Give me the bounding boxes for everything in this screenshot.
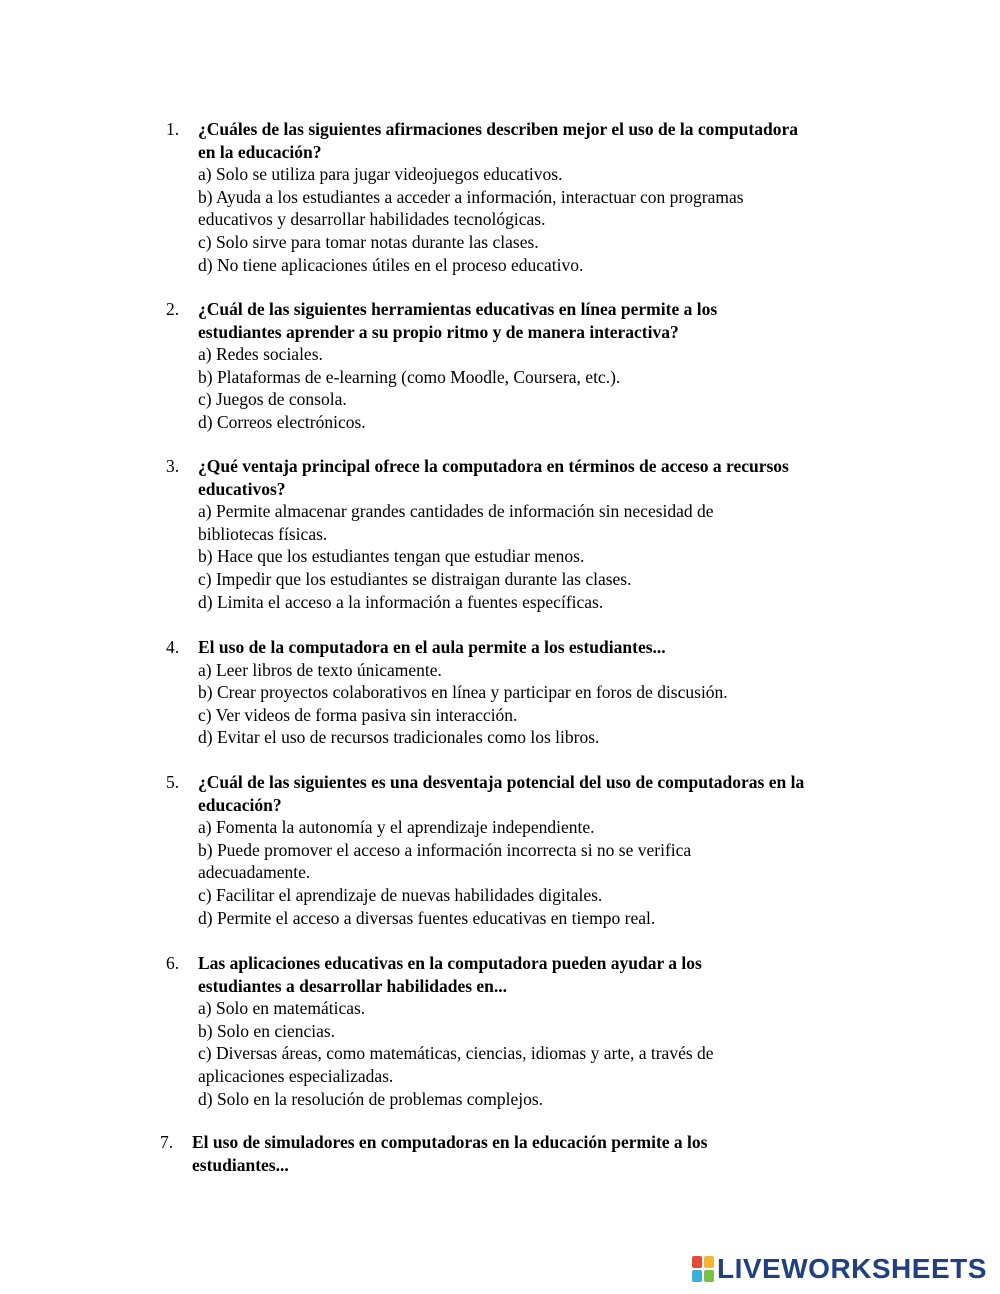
option-b[interactable]: b) Hace que los estudiantes tengan que estudiar menos. bbox=[198, 546, 585, 567]
option-a[interactable]: a) Leer libros de texto únicamente. bbox=[198, 659, 442, 680]
question-text: ¿Qué ventaja principal ofrece la computadora en términos de acceso a recursos educativos? bbox=[198, 456, 789, 499]
option-d[interactable]: d) No tiene aplicaciones útiles en el proceso educativo. bbox=[198, 254, 584, 275]
question-number: 7. bbox=[160, 1132, 174, 1152]
option-c[interactable]: c) Juegos de consola. bbox=[198, 389, 347, 410]
question-text: El uso de la computadora en el aula permite a los estudiantes... bbox=[198, 637, 666, 657]
question-number: 6. bbox=[166, 953, 180, 973]
question-2 bbox=[166, 298, 886, 434]
question-number: 4. bbox=[166, 637, 180, 657]
question-text: El uso de simuladores en computadoras en la educación permite a los estudiantes... bbox=[192, 1132, 708, 1175]
option-d[interactable]: d) Permite el acceso a diversas fuentes educativas en tiempo real. bbox=[198, 907, 656, 928]
question-text: ¿Cuál de las siguientes es una desventaja potencial del uso de computadoras en la educación? bbox=[198, 772, 805, 815]
question-6 bbox=[166, 952, 886, 1110]
question-5 bbox=[166, 771, 886, 929]
question-number: 1. bbox=[166, 119, 180, 139]
option-d[interactable]: d) Correos electrónicos. bbox=[198, 411, 366, 432]
question-number: 3. bbox=[166, 456, 180, 476]
option-b[interactable]: b) Puede promover el acceso a información incorrecta si no se verifica adecuadamente. bbox=[198, 839, 692, 883]
option-b[interactable]: b) Crear proyectos colaborativos en línea y participar en foros de discusión. bbox=[198, 682, 728, 703]
option-d[interactable]: d) Limita el acceso a la información a fuentes específicas. bbox=[198, 591, 604, 612]
option-d[interactable]: d) Evitar el uso de recursos tradicionales como los libros. bbox=[198, 727, 600, 748]
question-7 bbox=[160, 1131, 880, 1176]
option-b[interactable]: b) Ayuda a los estudiantes a acceder a información, interactuar con programas educativos y desarrollar habilidades tecnológicas. bbox=[198, 186, 744, 230]
option-b[interactable]: b) Plataformas de e-learning (como Moodle, Coursera, etc.). bbox=[198, 366, 621, 387]
option-a[interactable]: a) Fomenta la autonomía y el aprendizaje independiente. bbox=[198, 817, 595, 838]
option-a[interactable]: a) Solo en matemáticas. bbox=[198, 998, 366, 1019]
option-c[interactable]: c) Ver videos de forma pasiva sin interacción. bbox=[198, 704, 518, 725]
brand-name: LIVEWORKSHEETS bbox=[717, 1253, 987, 1284]
option-d[interactable]: d) Solo en la resolución de problemas complejos. bbox=[198, 1088, 544, 1109]
liveworksheets-logo bbox=[692, 1254, 987, 1284]
option-a[interactable]: a) Redes sociales. bbox=[198, 344, 323, 365]
option-c[interactable]: c) Solo sirve para tomar notas durante las clases. bbox=[198, 231, 539, 252]
question-number: 2. bbox=[166, 299, 180, 319]
option-c[interactable]: c) Diversas áreas, como matemáticas, ciencias, idiomas y arte, a través de aplicaciones especializadas. bbox=[198, 1043, 714, 1086]
option-b[interactable]: b) Solo en ciencias. bbox=[198, 1020, 336, 1041]
option-c[interactable]: c) Impedir que los estudiantes se distraigan durante las clases. bbox=[198, 568, 632, 589]
question-4 bbox=[166, 636, 886, 749]
question-text: Las aplicaciones educativas en la computadora pueden ayudar a los estudiantes a desarrollar habilidades en... bbox=[198, 953, 702, 996]
option-c[interactable]: c) Facilitar el aprendizaje de nuevas habilidades digitales. bbox=[198, 884, 603, 905]
question-3 bbox=[166, 455, 886, 613]
question-number: 5. bbox=[166, 772, 180, 792]
question-text: ¿Cuáles de las siguientes afirmaciones describen mejor el uso de la computadora en la educación? bbox=[198, 119, 798, 162]
option-a[interactable]: a) Solo se utiliza para jugar videojuegos educativos. bbox=[198, 164, 563, 185]
question-1 bbox=[166, 118, 886, 276]
liveworksheets-logo-icon bbox=[692, 1256, 714, 1282]
question-text: ¿Cuál de las siguientes herramientas educativas en línea permite a los estudiantes aprender a su propio ritmo y de manera interactiva? bbox=[198, 299, 718, 342]
option-a[interactable]: a) Permite almacenar grandes cantidades de información sin necesidad de bibliotecas físicas. bbox=[198, 501, 714, 544]
